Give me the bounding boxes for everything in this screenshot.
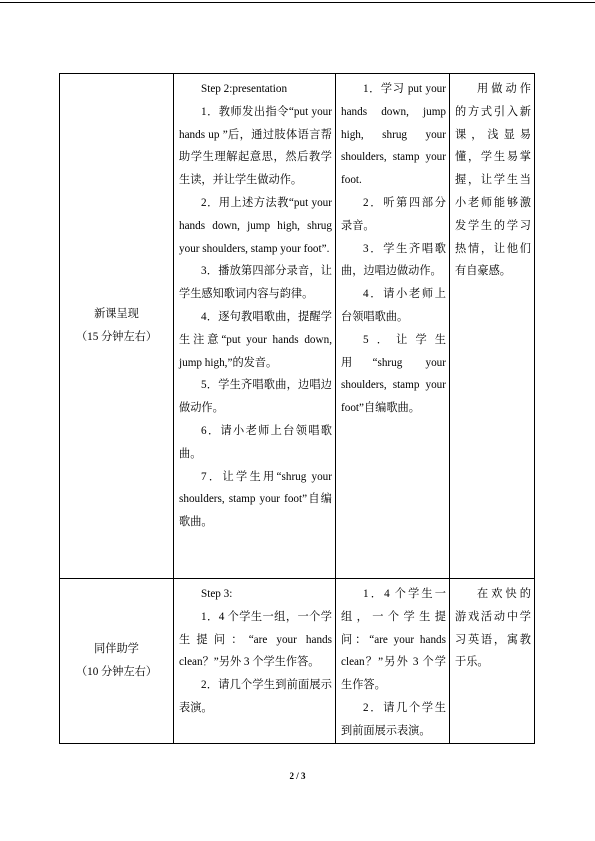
list-item: 4．请小老师上台领唱歌曲。 <box>341 288 446 323</box>
step-title: Step 2:presentation <box>201 83 288 95</box>
list-item: 2．用上述方法教“put your hands down, jump high, shrug your shoulders, stamp your foot”. <box>179 196 332 255</box>
list-item: 5．学生齐唱歌曲，边唱边做动作。 <box>179 379 332 415</box>
stage-time: （10 分钟左右） <box>75 665 158 678</box>
list-item: 1．4 个学生一组，一个学生提问：“are your hands clean？”另外 3 个学生作答。 <box>179 610 332 669</box>
list-item: 3．学生齐唱歌曲，边唱边做动作。 <box>341 242 446 278</box>
table-row <box>60 579 535 744</box>
list-item: 4．逐句教唱歌曲，提醒学生注意“put your hands down, jump high,”的发音。 <box>179 310 332 369</box>
purpose-text: 用做动作的方式引入新课，浅显易懂，学生易掌握，让学生当小老师能够激发学生的学习热情，让他们有自豪感。 <box>455 83 531 278</box>
header-rule <box>0 2 595 3</box>
stage-cell <box>60 579 174 744</box>
list-item: 5．让学生用“shrug your shoulders, stamp your foot”自编歌曲。 <box>341 333 446 415</box>
teacher-activity-cell <box>174 74 336 579</box>
student-activity-cell <box>336 579 450 744</box>
teacher-activity-cell <box>174 579 336 744</box>
list-item: 2．听第四部分录音。 <box>341 196 446 232</box>
stage-name: 新课呈现 <box>94 308 139 321</box>
list-item: 3．播放第四部分录音，让学生感知歌词内容与韵律。 <box>179 265 332 301</box>
list-item: 1．4 个学生一组，一个学生提问：“are your hands clean？”另外 3 个学生作答。 <box>341 588 446 692</box>
page-number: 2 / 3 <box>289 771 306 781</box>
lesson-plan-table <box>59 73 535 744</box>
list-item: 6．请小老师上台领唱歌曲。 <box>179 424 332 460</box>
list-item: 1．学习 put your hands down, jump high, shrug your shoulders, stamp your foot. <box>341 83 446 187</box>
stage-time: （15 分钟左右） <box>75 331 158 343</box>
list-item: 7．让学生用“shrug your shoulders, stamp your foot”自编歌曲。 <box>179 470 332 529</box>
list-item: 2．请几个学生到前面展示表演。 <box>341 701 446 737</box>
purpose-text: 在欢快的游戏活动中学习英语，寓教于乐。 <box>455 588 531 669</box>
table-row <box>60 74 535 579</box>
list-item: 2．请几个学生到前面展示表演。 <box>179 679 332 714</box>
design-purpose-cell <box>450 74 535 579</box>
step-title: Step 3: <box>201 588 233 600</box>
stage-name: 同伴助学 <box>94 642 139 655</box>
design-purpose-cell <box>450 579 535 744</box>
list-item: 1．教师发出指令“put your hands up ”后，通过肢体语言帮助学生理解起意思，然后教学生读，并让学生做动作。 <box>179 105 332 187</box>
student-activity-cell <box>336 74 450 579</box>
stage-cell <box>60 74 174 579</box>
